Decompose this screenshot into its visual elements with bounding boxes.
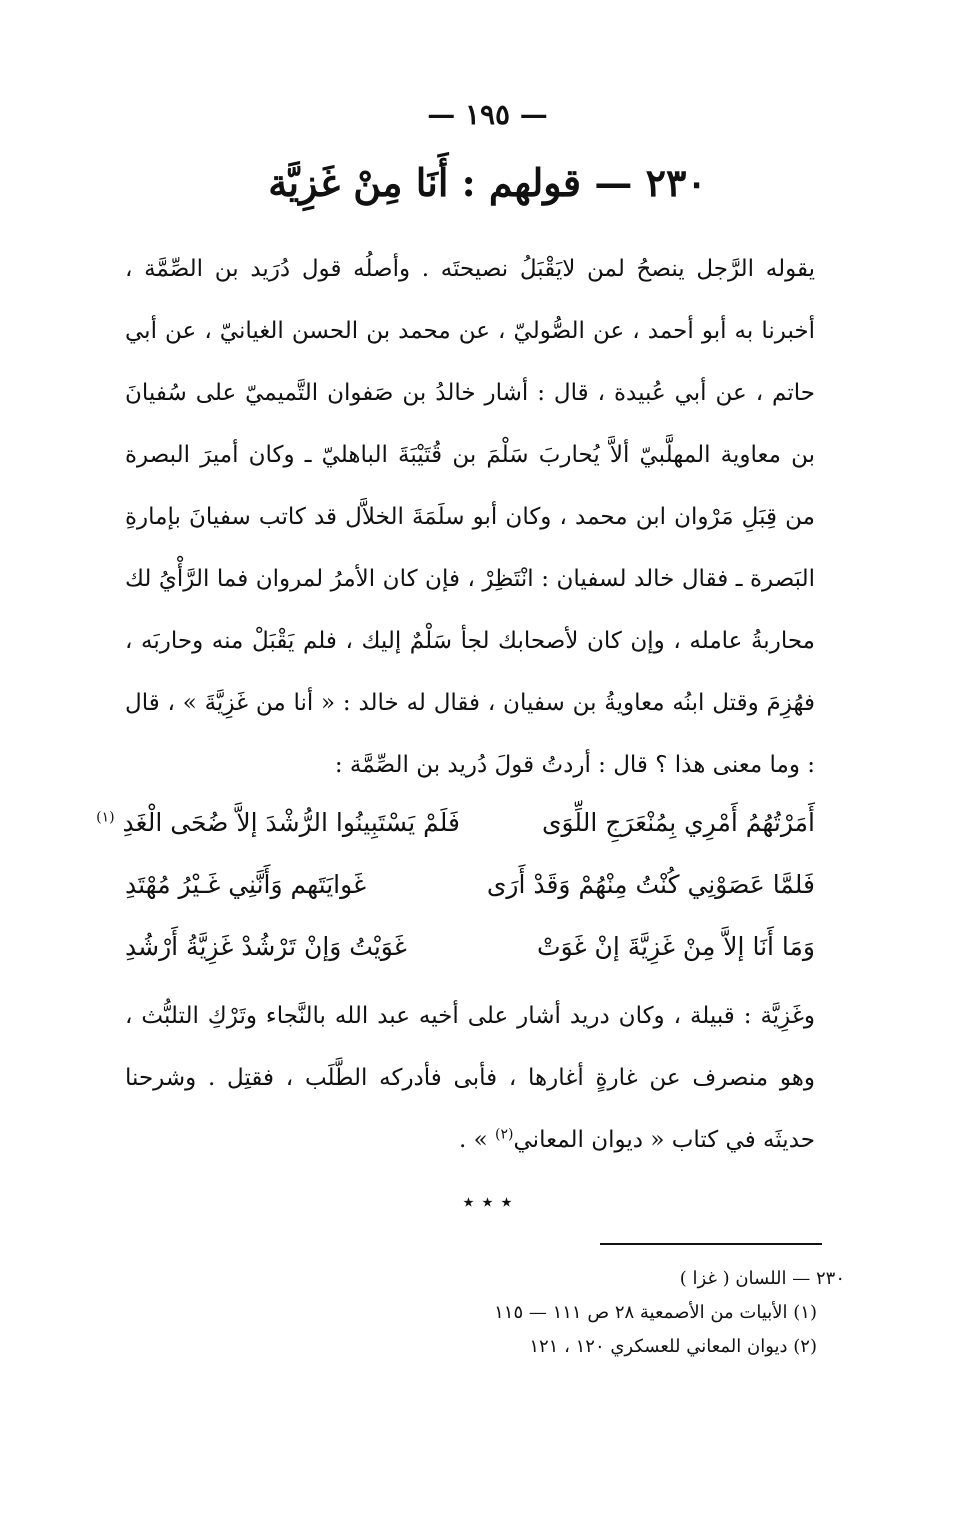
verse-first-hemistich: وَمَا أَنَا إلاَّ مِنْ غَزِيَّةَ إنْ غَوَتْ <box>537 932 815 961</box>
poem-verse <box>125 854 815 916</box>
paragraph-2-text: وغَزِيَّة : قبيلة ، وكان دريد أشار على أخيه عبد الله بالنَّجاء وتَرْكِ التلبُّث ، وهو منصرف عن غارةٍ أغارها ، فأبى فأدركه الطَّلَب ، فقتِل . وشرحنا حديثَه في كتاب « ديوان المعاني <box>125 1003 815 1153</box>
poem <box>96 792 815 978</box>
footnote-1: (١) الأبيات من الأصمعية ٢٨ ص ١١١ — ١١٥ <box>494 1302 817 1323</box>
body-paragraph-2 <box>125 985 815 1171</box>
body-paragraph: يقوله الرَّجل ينصحُ لمن لايَقْبَلُ نصيحتَه . وأصلُه قول دُرَيد بن الصِّمَّة ، أخبرنا به أبو أحمد ، عن الصُّوليّ ، عن محمد بن الحسن الغيانيّ ، عن أبي حاتم ، عن أبي عُبيدة ، قال : أشار خالدُ بن صَفوان التَّميميّ على سُفيانَ بن معاوية المهلَّبيّ ألاَّ يُحاربَ سَلْمَ بن قُتَيْبَةَ الباهليّ ـ وكان أميرَ البصرة من قِبَلِ مَرْوان ابن محمد ، وكان أبو سلَمَةَ الخلاَّل قد كاتب سفيانَ بإمارةِ البَصرة ـ فقال خالد لسفيان : انْتَظِرْ ، فإن كان الأمرُ لمروان فما الرَّأْيُ لك محاربةُ عامله ، وإن كان لأصحابك لجأ سَلْمٌ إليك ، فلم يَقْبَلْ منه وحاربَه ، فهُزِمَ وقتل ابنُه معاويةُ بن سفيان ، فقال له خالد : « أنا من غَزِيَّةَ » ، قال : وما معنى هذا ؟ قال : أردتُ قولَ دُريد بن الصِّمَّة : <box>125 256 815 778</box>
footnotes <box>300 1262 845 1364</box>
footnote-marker: (٢) <box>495 1126 514 1143</box>
footnote-source: ٢٣٠ — اللسان ( غزا ) <box>679 1268 845 1289</box>
verse-second-hemistich: غَوايَتَهم وَأَنَّنِي غَـيْرُ مُهْتَدِ <box>125 870 367 899</box>
footnote-divider <box>600 1243 822 1245</box>
paragraph-2-tail: » . <box>459 1127 496 1153</box>
page-number: — ١٩٥ — <box>427 98 548 131</box>
verse-first-hemistich: أَمَرْتُهُمُ أَمْرِي بِمُنْعَرَجِ اللِّوَى <box>541 808 815 837</box>
section-separator: ٭ ٭ ٭ <box>462 1190 513 1215</box>
verse-second-hemistich: غَوَيْتُ وَإنْ تَرْشُدْ غَزِيَّةُ أَرْشُدِ <box>125 932 407 961</box>
poem-verse <box>125 916 815 978</box>
footnote-marker: (١) <box>96 809 115 826</box>
verse-first-hemistich: فَلمَّا عَصَوْنِي كُنْتُ مِنْهُمْ وَقَدْ أَرَى <box>486 870 815 899</box>
verse-second-hemistich-text: فَلَمْ يَسْتَبِينُوا الرُّشْدَ إلاَّ ضُحَى الْغَدِ <box>122 808 460 837</box>
footnote-2: (٢) ديوان المعاني للعسكري ١٢٠ ، ١٢١ <box>529 1336 817 1357</box>
verse-second-hemistich <box>96 792 460 854</box>
poem-verse <box>96 792 815 854</box>
section-title: ٢٣٠ — قولهم : أَنَا مِنْ غَزِيَّة <box>268 160 707 205</box>
